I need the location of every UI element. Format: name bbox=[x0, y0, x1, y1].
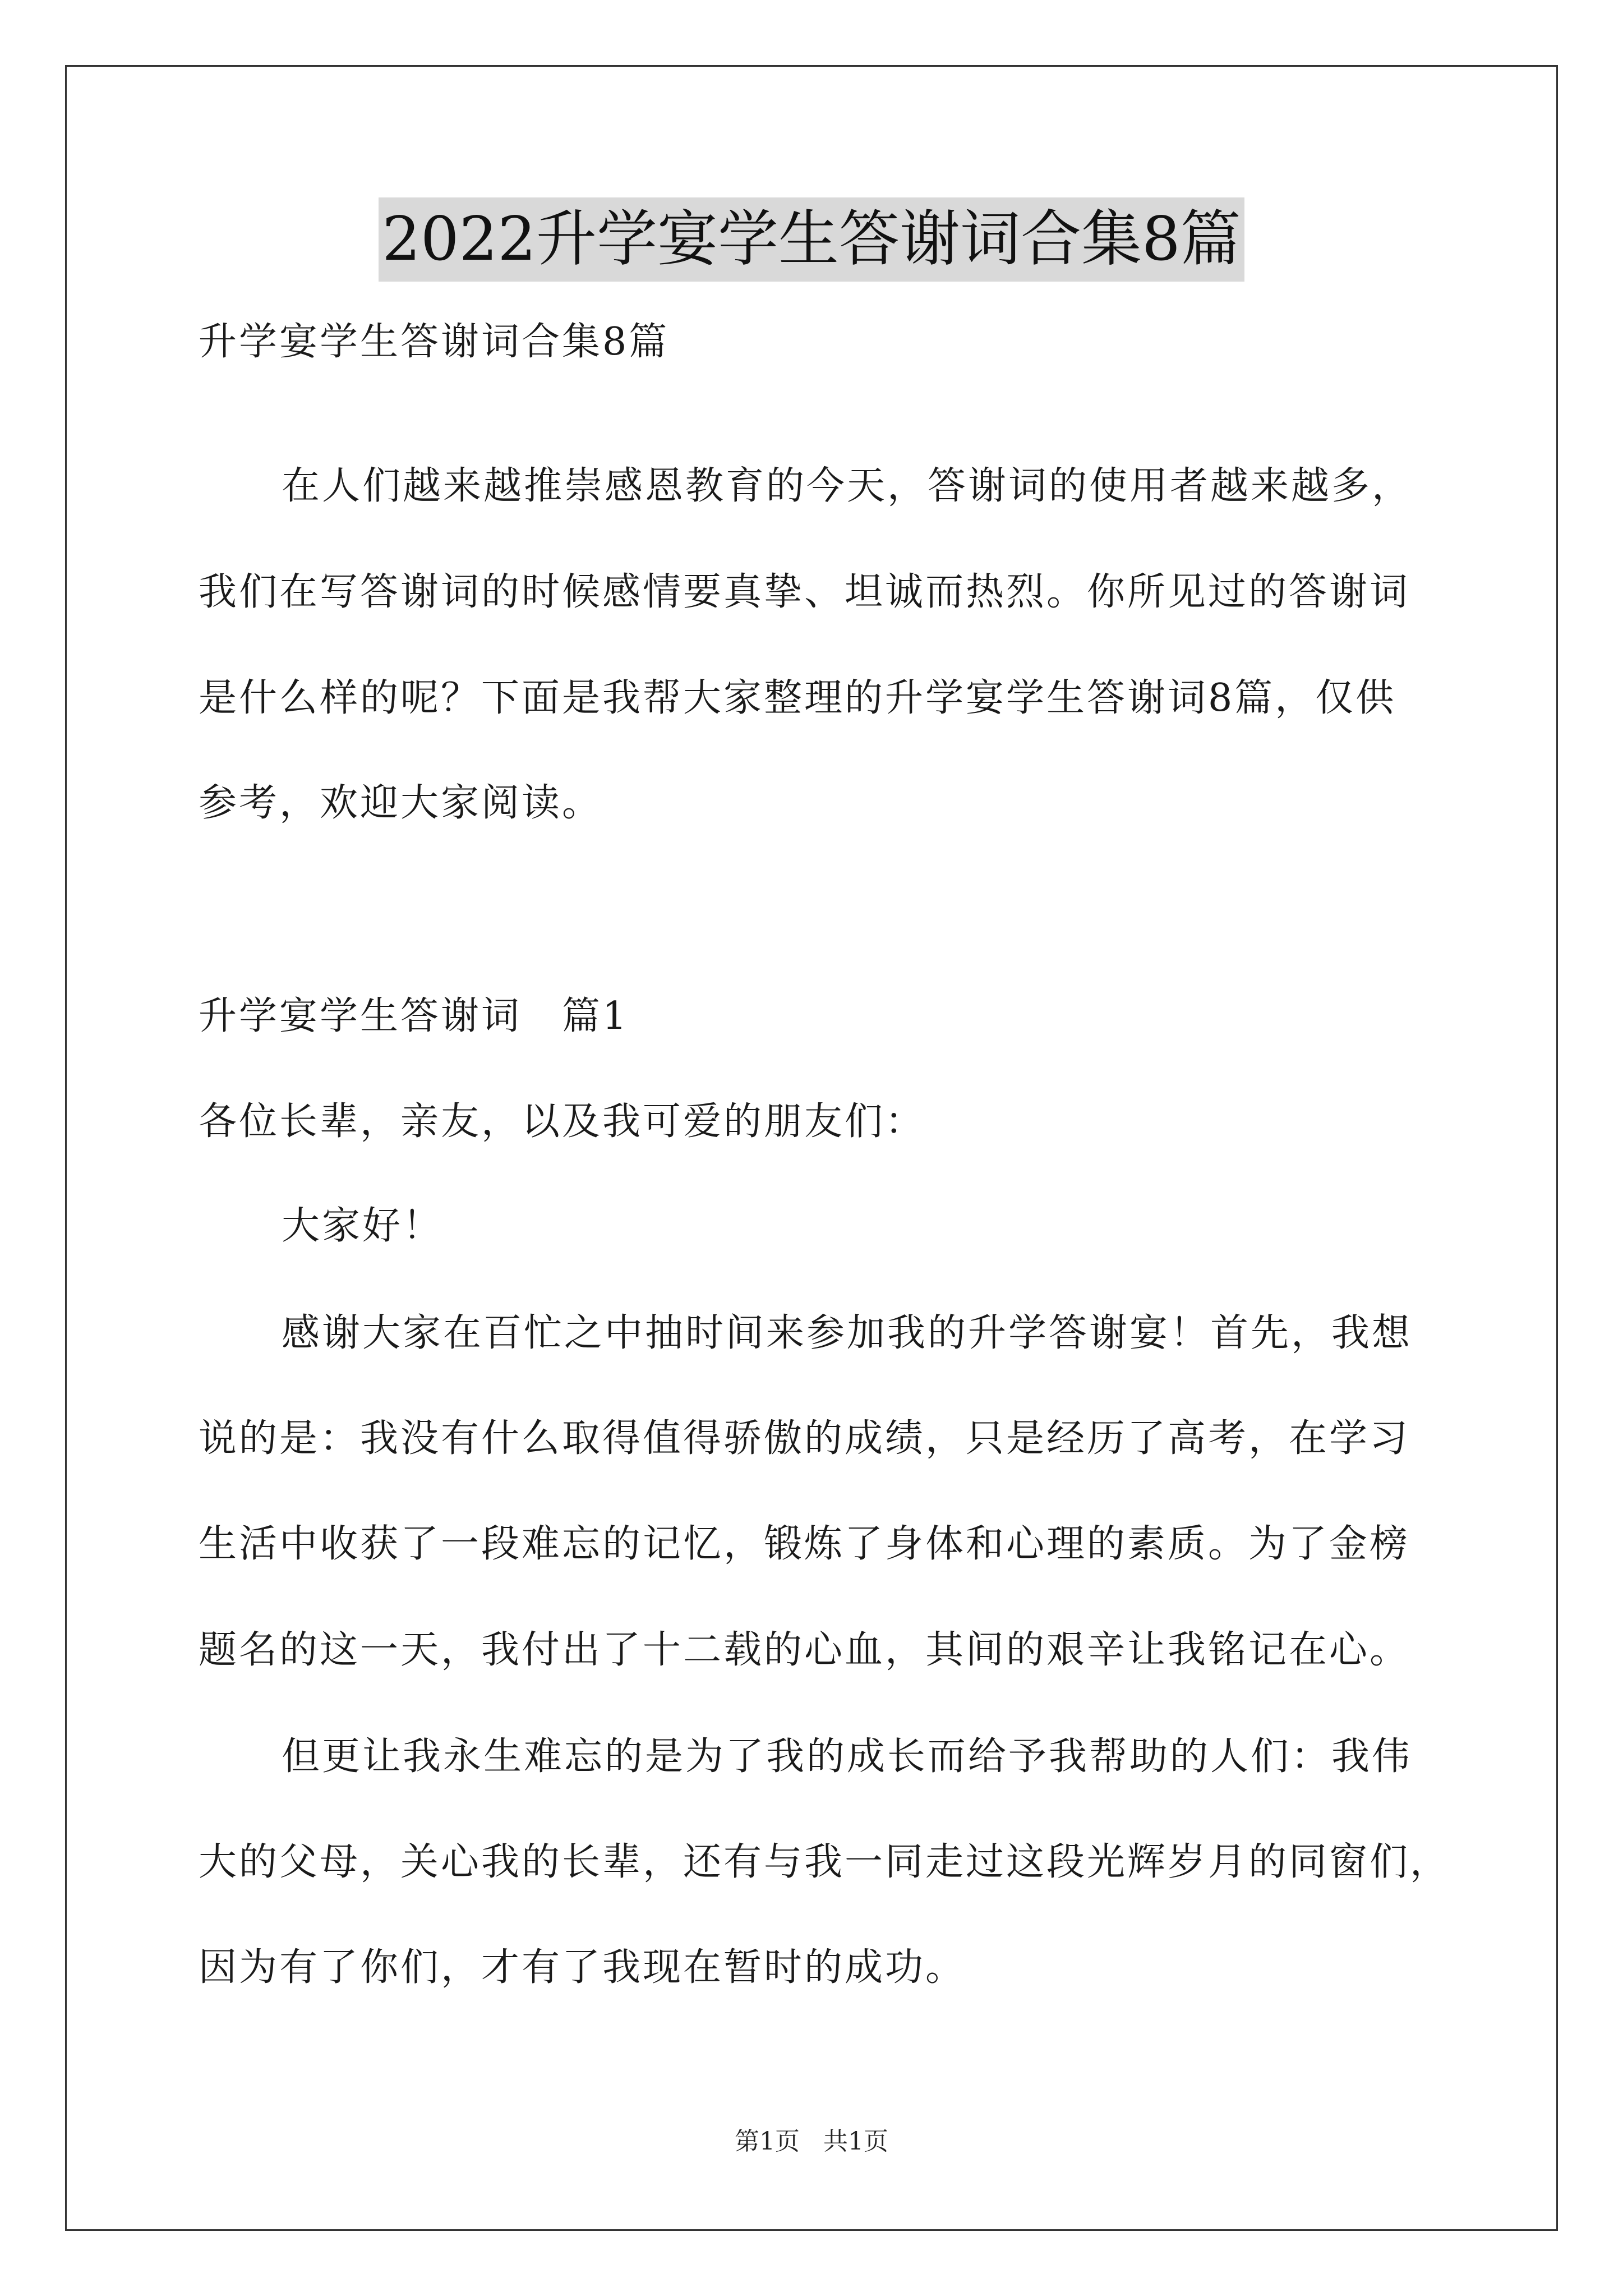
title-container bbox=[0, 197, 1623, 282]
page-border bbox=[65, 65, 1558, 2231]
page-number: 第1页 bbox=[735, 2127, 800, 2156]
paragraph1-line-2: 说的是：我没有什么取得值得骄傲的成绩，只是经历了高考，在学习 bbox=[199, 1416, 1410, 1461]
page-footer bbox=[0, 2125, 1623, 2159]
document-title: 2022升学宴学生答谢词合集8篇 bbox=[379, 197, 1244, 282]
intro-line-1: 在人们越来越推崇感恩教育的今天，答谢词的使用者越来越多， bbox=[282, 464, 1413, 508]
page-total: 共1页 bbox=[823, 2127, 888, 2156]
paragraph1-line-4: 题名的这一天，我付出了十二载的心血，其间的艰辛让我铭记在心。 bbox=[199, 1628, 1410, 1672]
paragraph1-line-1: 感谢大家在百忙之中抽时间来参加我的升学答谢宴！首先，我想 bbox=[282, 1311, 1413, 1355]
salutation: 各位长辈，亲友，以及我可爱的朋友们： bbox=[199, 1099, 926, 1144]
intro-line-4: 参考，欢迎大家阅读。 bbox=[199, 781, 603, 825]
greeting: 大家好！ bbox=[282, 1204, 444, 1248]
paragraph1-line-3: 生活中收获了一段难忘的记忆，锻炼了身体和心理的素质。为了金榜 bbox=[199, 1522, 1410, 1566]
paragraph2-line-3: 因为有了你们，才有了我现在暂时的成功。 bbox=[199, 1945, 966, 1990]
section-heading: 升学宴学生答谢词 篇1 bbox=[199, 994, 629, 1038]
paragraph2-line-2: 大的父母，关心我的长辈，还有与我一同走过这段光辉岁月的同窗们， bbox=[199, 1840, 1451, 1884]
intro-line-3: 是什么样的呢？下面是我帮大家整理的升学宴学生答谢词8篇，仅供 bbox=[199, 676, 1396, 720]
intro-line-2: 我们在写答谢词的时候感情要真挚、坦诚而热烈。你所见过的答谢词 bbox=[199, 570, 1410, 614]
document-subtitle: 升学宴学生答谢词合集8篇 bbox=[199, 320, 670, 364]
paragraph2-line-1: 但更让我永生难忘的是为了我的成长而给予我帮助的人们：我伟 bbox=[282, 1734, 1413, 1779]
